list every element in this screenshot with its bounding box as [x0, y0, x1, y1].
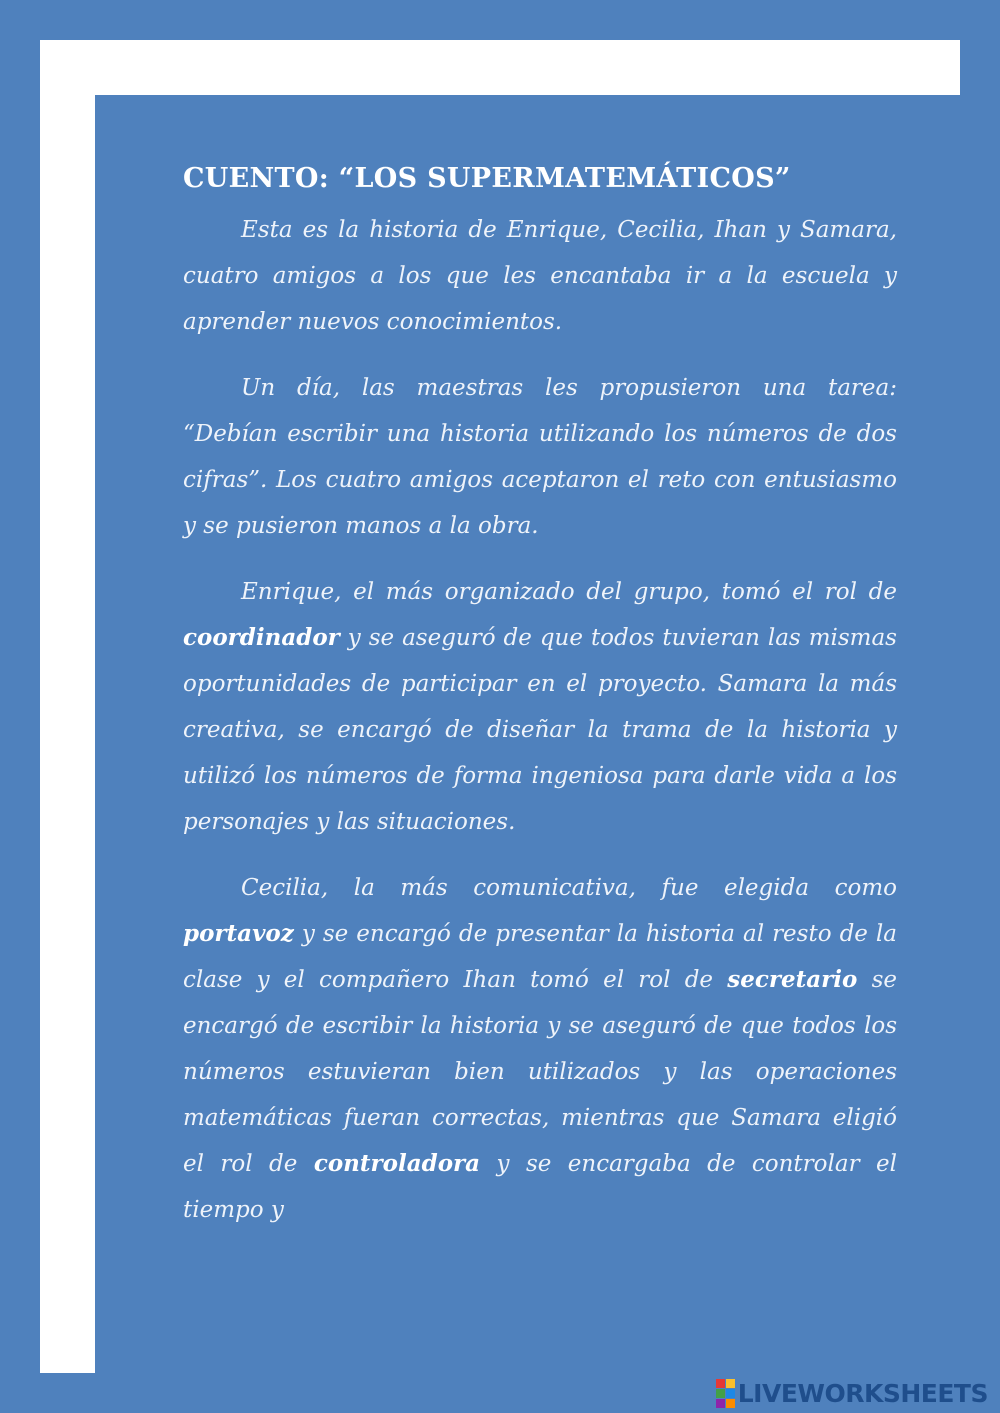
keyword: controladora	[313, 1150, 481, 1178]
paragraph-text: y se encargó de presentar la historia al resto de la clase y el compañero Ihan tomó el rol de	[183, 921, 897, 994]
story	[183, 163, 897, 1253]
liveworksheets-brand	[716, 1377, 988, 1409]
story-paragraph	[183, 365, 897, 549]
logo-square	[716, 1389, 725, 1398]
logo-square	[716, 1379, 725, 1388]
paragraph-text: y se encargaba de controlar el tiempo y	[183, 1151, 897, 1224]
keyword: portavoz	[183, 920, 294, 948]
logo-square	[726, 1379, 735, 1388]
story-paragraph	[183, 207, 897, 345]
story-body	[183, 207, 897, 1233]
logo-square	[726, 1399, 735, 1408]
keyword: secretario	[727, 966, 858, 994]
paragraph-text: Cecilia, la más comunicativa, fue elegida como	[241, 875, 897, 902]
paragraph-text: Enrique, el más organizado del grupo, tomó el rol de	[241, 579, 897, 606]
paragraph-text: Esta es la historia de Enrique, Cecilia, Ihan y Samara, cuatro amigos a los que les encantaba ir a la escuela y aprender nuevos conocimientos.	[183, 217, 897, 336]
logo-square	[716, 1399, 725, 1408]
logo-square	[726, 1389, 735, 1398]
story-paragraph	[183, 569, 897, 845]
paragraph-text: se encargó de escribir la historia y se aseguró de que todos los números estuvieran bien utilizados y las operaciones matemáticas fueran correctas, mientras que Samara eligió el rol de	[183, 967, 897, 1178]
worksheet-page	[95, 95, 985, 1398]
brand-name: LIVEWORKSHEETS	[737, 1378, 988, 1408]
story-paragraph	[183, 865, 897, 1233]
story-title: CUENTO: “LOS SUPERMATEMÁTICOS”	[183, 163, 791, 194]
liveworksheets-logo-icon	[716, 1379, 735, 1408]
page-frame	[40, 40, 960, 1373]
keyword: coordinador	[183, 624, 340, 652]
paragraph-text: Un día, las maestras les propusieron una tarea: “Debían escribir una historia utilizando los números de dos cifras”. Los cuatro amigos aceptaron el reto con entusiasmo y se pusieron manos a la obra.	[183, 375, 897, 540]
paragraph-text: y se aseguró de que todos tuvieran las mismas oportunidades de participar en el proyecto. Samara la más creativa, se encargó de diseñar la trama de la historia y utilizó los números de forma ingeniosa para darle vida a los personajes y las situaciones.	[183, 625, 897, 836]
